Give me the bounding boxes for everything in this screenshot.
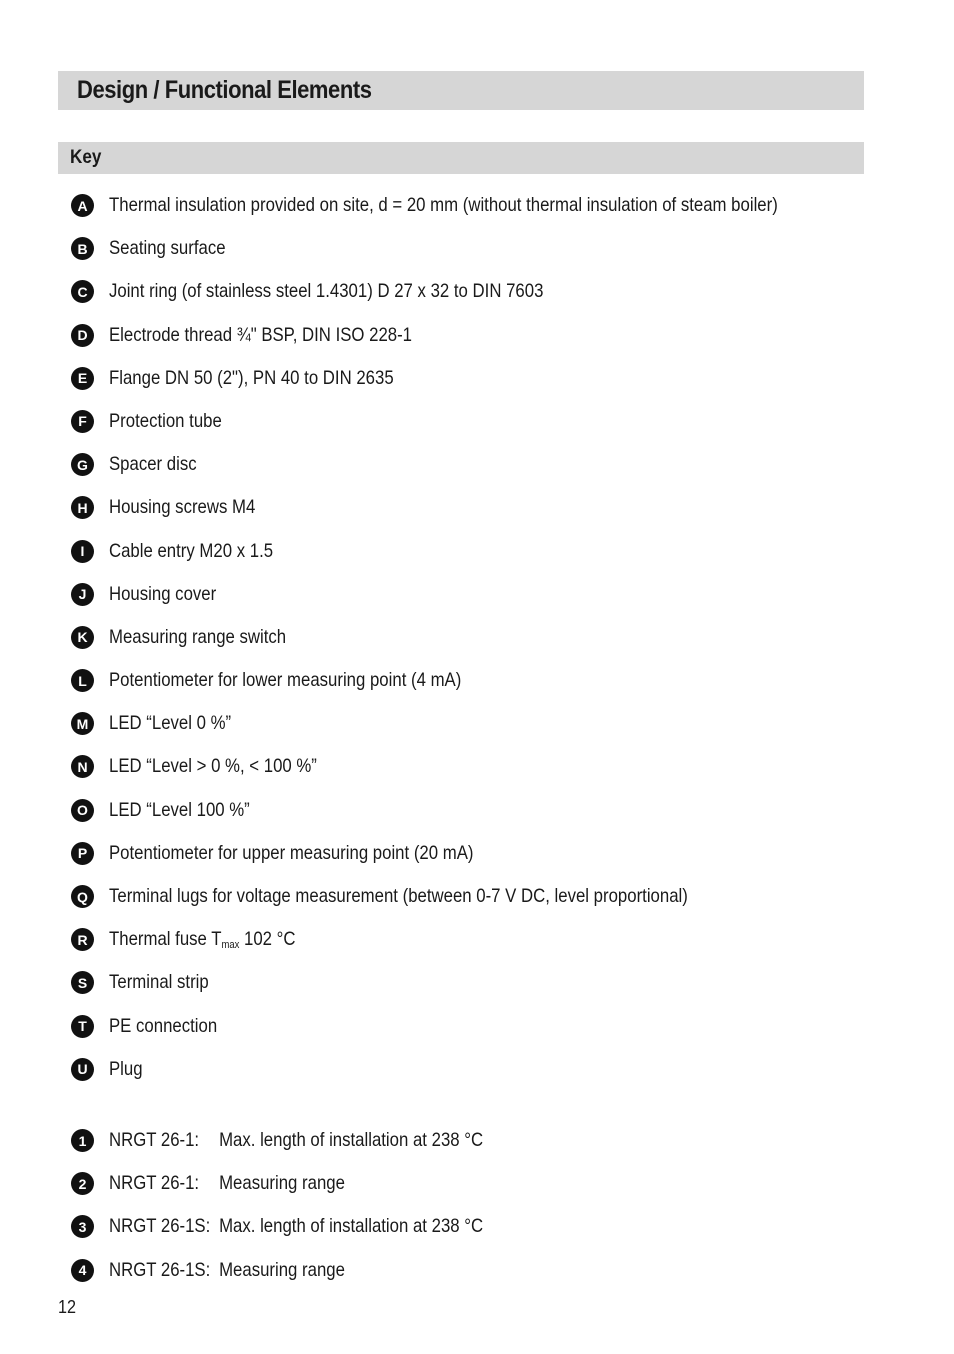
key-letter-badge: H — [71, 496, 94, 519]
key-letter-badge: P — [71, 842, 94, 865]
key-item-c — [71, 279, 887, 322]
key-item-text: Joint ring (of stainless steel 1.4301) D 27 x 32 to DIN 7603 — [109, 280, 544, 303]
note-description: Measuring range — [219, 1258, 345, 1281]
note-number-badge: 4 — [71, 1259, 94, 1282]
key-letter-badge: C — [71, 280, 94, 303]
key-item-text: Terminal strip — [109, 971, 209, 994]
key-item-p — [71, 841, 887, 884]
key-item-text — [109, 927, 295, 957]
key-item-text: Seating surface — [109, 237, 226, 260]
key-item-text: Housing screws M4 — [109, 496, 256, 519]
key-item-u — [71, 1057, 887, 1100]
key-item-n — [71, 754, 887, 797]
note-description: Max. length of installation at 238 °C — [219, 1215, 484, 1238]
key-item-d — [71, 323, 887, 366]
key-item-text: Plug — [109, 1057, 143, 1080]
key-letter-badge: D — [71, 324, 94, 347]
section-title-bar — [58, 71, 864, 110]
key-item-r — [71, 927, 887, 970]
note-item-text — [109, 1258, 345, 1282]
note-number-badge: 2 — [71, 1172, 94, 1195]
key-item-o — [71, 798, 887, 841]
key-item-text: Potentiometer for upper measuring point (20 mA) — [109, 841, 474, 864]
key-letter-badge: E — [71, 367, 94, 390]
key-item-text: Cable entry M20 x 1.5 — [109, 539, 274, 562]
key-item-text: Potentiometer for lower measuring point (4 mA) — [109, 669, 462, 692]
note-model: NRGT 26-1S: — [109, 1215, 211, 1238]
key-item-t — [71, 1014, 887, 1057]
key-item-b — [71, 236, 887, 279]
key-letter-badge: T — [71, 1015, 94, 1038]
key-item-text: Measuring range switch — [109, 625, 287, 648]
note-item-4 — [71, 1258, 544, 1301]
key-letter-badge: Q — [71, 885, 94, 908]
key-item-text-main: Thermal fuse T — [109, 928, 222, 951]
page-number: 12 — [58, 1297, 77, 1317]
key-letter-badge: R — [71, 928, 94, 951]
key-item-text: Electrode thread ¾" BSP, DIN ISO 228-1 — [109, 323, 413, 346]
key-item-m — [71, 711, 887, 754]
key-item-text: LED “Level > 0 %, < 100 %” — [109, 755, 317, 778]
key-item-j — [71, 582, 887, 625]
note-item-text — [109, 1214, 483, 1238]
key-item-a — [71, 193, 887, 236]
note-item-3 — [71, 1214, 544, 1257]
key-letter-badge: A — [71, 194, 94, 217]
note-number-badge: 3 — [71, 1215, 94, 1238]
key-letter-badge: B — [71, 237, 94, 260]
key-item-text-suffix: 102 °C — [239, 928, 296, 951]
key-item-l — [71, 668, 887, 711]
key-item-g — [71, 452, 887, 495]
key-item-e — [71, 366, 887, 409]
key-item-text: LED “Level 100 %” — [109, 798, 250, 821]
key-letter-badge: L — [71, 669, 94, 692]
page-title: Design / Functional Elements — [77, 76, 372, 104]
note-item-text — [109, 1171, 345, 1195]
key-item-s — [71, 970, 887, 1013]
notes-list — [71, 1128, 544, 1301]
key-item-text: LED “Level 0 %” — [109, 712, 232, 735]
key-letter-badge: I — [71, 540, 94, 563]
key-letter-badge: N — [71, 755, 94, 778]
key-letter-badge: O — [71, 799, 94, 822]
note-model: NRGT 26-1S: — [109, 1258, 211, 1281]
key-heading: Key — [70, 147, 102, 168]
key-letter-badge: M — [71, 712, 94, 735]
key-letter-badge: S — [71, 971, 94, 994]
key-letter-badge: J — [71, 583, 94, 606]
key-item-h — [71, 495, 887, 538]
key-item-f — [71, 409, 887, 452]
key-item-text: Terminal lugs for voltage measurement (between 0-7 V DC, level proportional) — [109, 885, 688, 907]
key-list — [71, 193, 887, 1100]
key-item-text: PE connection — [109, 1014, 218, 1037]
note-model: NRGT 26-1: — [109, 1172, 200, 1195]
key-letter-badge: K — [71, 626, 94, 649]
key-item-text: Spacer disc — [109, 453, 197, 476]
note-item-text — [109, 1128, 483, 1152]
note-description: Max. length of installation at 238 °C — [219, 1129, 484, 1151]
note-description: Measuring range — [219, 1172, 345, 1195]
key-item-text: Thermal insulation provided on site, d = 20 mm (without thermal insulation of steam boiler) — [109, 194, 778, 216]
key-item-text: Housing cover — [109, 582, 217, 605]
note-model: NRGT 26-1: — [109, 1129, 200, 1151]
key-heading-bar — [58, 142, 864, 174]
note-item-1 — [71, 1128, 544, 1171]
key-item-i — [71, 539, 887, 582]
note-item-2 — [71, 1171, 544, 1214]
key-letter-badge: G — [71, 453, 94, 476]
key-item-q — [71, 884, 887, 927]
key-item-text: Flange DN 50 (2"), PN 40 to DIN 2635 — [109, 366, 394, 389]
key-item-subscript: max — [221, 939, 240, 952]
key-letter-badge: F — [71, 410, 94, 433]
note-number-badge: 1 — [71, 1129, 94, 1152]
key-item-text: Protection tube — [109, 409, 222, 432]
key-letter-badge: U — [71, 1058, 94, 1081]
key-item-k — [71, 625, 887, 668]
